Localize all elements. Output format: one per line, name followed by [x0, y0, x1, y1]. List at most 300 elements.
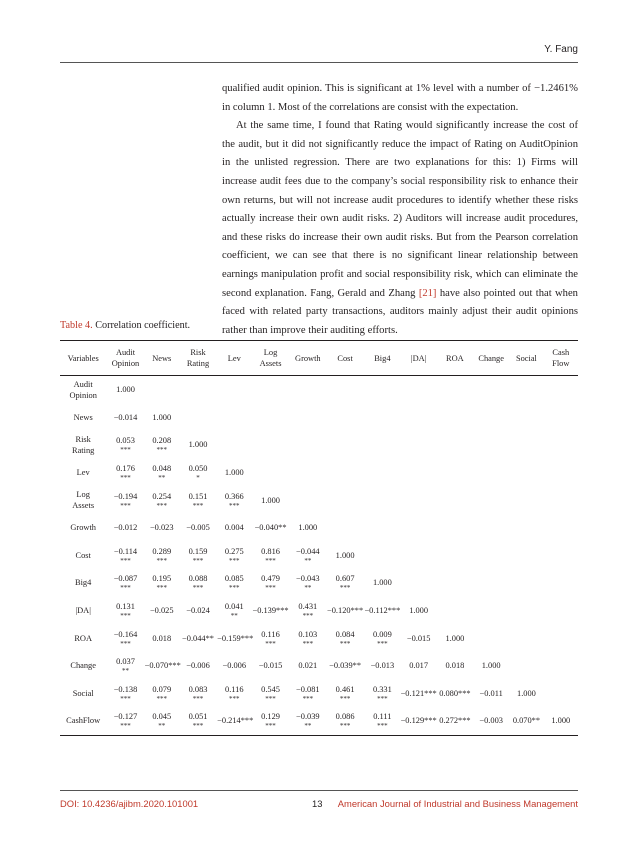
table-cell [473, 569, 509, 597]
table-cell [217, 376, 251, 404]
table-cell [473, 486, 509, 514]
table-cell [251, 597, 289, 625]
table-row [60, 431, 578, 459]
table-cell [217, 514, 251, 542]
table-caption [60, 320, 190, 331]
row-label [60, 542, 106, 570]
table-cell [544, 569, 578, 597]
table-row [60, 376, 578, 404]
table-cell [290, 569, 326, 597]
table-header-row [60, 341, 578, 376]
table-cell [509, 569, 543, 597]
cell-value: 0.131 [116, 602, 135, 612]
significance-stars: *** [192, 556, 204, 565]
table-cell [106, 376, 144, 404]
significance-stars: *** [377, 694, 388, 703]
cell-value: −0.006 [222, 661, 247, 671]
cell-value: 1.000 [224, 468, 244, 478]
table-cell [217, 486, 251, 514]
cell-value: 0.103 [298, 629, 318, 639]
table-cell [437, 624, 473, 652]
table-cell [544, 431, 578, 459]
cell-value: −0.024 [186, 606, 210, 616]
table-cell [544, 542, 578, 570]
cell-value: −0.112*** [364, 606, 401, 616]
table-cell [179, 597, 217, 625]
table-cell [401, 514, 437, 542]
table-cell [509, 542, 543, 570]
cell-value: 1.000 [335, 550, 355, 560]
table-cell [326, 431, 364, 459]
significance-stars: *** [156, 694, 167, 703]
cell-value: 0.176 [116, 464, 135, 474]
footer-journal-name[interactable]: American Journal of Industrial and Business Management [337, 798, 578, 809]
column-header-text: Social [515, 353, 537, 363]
column-header-text: Rating [186, 359, 210, 368]
citation-link[interactable]: [21] [418, 287, 437, 299]
table-row [60, 542, 578, 570]
column-header [60, 341, 106, 376]
significance-stars: *** [120, 612, 131, 621]
table-cell [437, 680, 473, 708]
cell-value: −0.043 [296, 574, 320, 584]
paragraph-2-text: At the same time, I found that Rating would significantly increase the cost of the audit, but it did not significantly reduce the impact of Rating on AuditOpinion in the unlisted regression. There are two explanations for this: 1) Firms will increase audit fees due to the company’s social responsibility risk to enhance their own returns, but will not increase audit procedures to identify whether these risks actually increase their own audit risks. 2) Auditors will increase audit procedures, and these risks do increase their own audit risks. But from the Pearson correlation coefficient, we can see that there is no significant linear relationship between earnings manipulation profit and social responsibility risk, which can eliminate the second explanation. Fang, Gerald and Zhang [222, 120, 578, 299]
significance-stars: ** [304, 584, 312, 593]
table-cell [145, 569, 179, 597]
significance-stars: *** [229, 556, 240, 565]
row-label [60, 597, 106, 625]
table-cell [437, 376, 473, 404]
cell-value: 1.000 [445, 633, 465, 643]
body-text [222, 80, 578, 340]
cell-value: 0.085 [224, 574, 244, 584]
significance-stars: *** [229, 694, 240, 703]
significance-stars: *** [156, 556, 167, 565]
row-label [60, 624, 106, 652]
table-cell [364, 707, 400, 735]
cell-value: 0.051 [188, 712, 208, 722]
column-header-text: Risk [190, 348, 206, 357]
cell-value: 0.272*** [439, 716, 471, 726]
table-cell [364, 624, 400, 652]
column-header-text: Log [263, 348, 278, 357]
cell-value: 0.331 [372, 684, 392, 694]
cell-value: 0.050 [188, 464, 208, 474]
table-cell [364, 680, 400, 708]
table-cell [179, 376, 217, 404]
table-cell [544, 652, 578, 680]
cell-value: 0.018 [152, 633, 172, 643]
table-cell [437, 486, 473, 514]
cell-value: −0.023 [149, 523, 174, 533]
row-label-text: CashFlow [66, 716, 101, 726]
table-cell [290, 624, 326, 652]
table-cell [509, 624, 543, 652]
table-cell [544, 459, 578, 487]
table-cell [364, 459, 400, 487]
cell-value: 0.816 [261, 546, 280, 556]
row-label-text: |DA| [75, 606, 91, 616]
paragraph-1: qualified audit opinion. This is significant at 1% level with a number of −1.2461% in column 1. Most of the correlations are consist with the expectation. [222, 83, 578, 113]
table-cell [437, 707, 473, 735]
significance-stars: *** [339, 694, 351, 703]
cell-value: −0.114 [113, 546, 138, 556]
table-cell [217, 624, 254, 652]
row-label-text: Rating [72, 445, 95, 455]
cell-value: −0.044** [182, 633, 214, 643]
table-cell [106, 624, 144, 652]
row-label-text: Risk [75, 434, 91, 444]
significance-stars: *** [120, 722, 131, 731]
table-cell [326, 624, 364, 652]
row-label-text: Big4 [75, 578, 92, 588]
table-cell [509, 486, 543, 514]
table-cell [290, 680, 326, 708]
running-header-author: Y. Fang [544, 44, 578, 55]
table-cell [251, 652, 289, 680]
cell-value: −0.139*** [252, 606, 289, 616]
cell-value: 0.070** [512, 716, 541, 726]
cell-value: −0.011 [479, 688, 503, 698]
table-cell [401, 404, 437, 432]
cell-value: −0.040** [254, 523, 287, 533]
table-cell [251, 431, 289, 459]
table-cell [251, 569, 289, 597]
table-cell [364, 569, 400, 597]
table-cell [145, 404, 179, 432]
table-cell [179, 542, 217, 570]
table-cell [401, 459, 437, 487]
table-row [60, 486, 578, 514]
table-cell [251, 404, 289, 432]
table-cell [401, 486, 437, 514]
table-cell [145, 542, 179, 570]
table-cell [290, 459, 326, 487]
table-cell [106, 652, 144, 680]
row-label-text: Cost [75, 550, 91, 560]
column-header-text: Cash [552, 348, 570, 357]
table-cell [326, 652, 364, 680]
cell-value: −0.013 [370, 661, 395, 671]
table-cell [217, 431, 251, 459]
table-cell [326, 404, 364, 432]
significance-stars: *** [265, 639, 276, 648]
table-cell [364, 652, 400, 680]
significance-stars: *** [302, 612, 314, 621]
table-cell [326, 597, 364, 625]
row-label-text: Social [72, 688, 94, 698]
cell-value: −0.012 [113, 523, 138, 533]
row-label [60, 486, 106, 514]
significance-stars: *** [265, 584, 276, 593]
table-cell [326, 569, 364, 597]
cell-value: 0.431 [298, 602, 318, 612]
table-cell [473, 680, 509, 708]
table-cell [509, 680, 543, 708]
table-cell [217, 597, 251, 625]
table-cell [290, 376, 326, 404]
cell-value: −0.039 [296, 712, 320, 722]
cell-value: 0.079 [152, 684, 172, 694]
table-cell [401, 680, 437, 708]
significance-stars: ** [304, 722, 312, 731]
table-cell [364, 542, 400, 570]
cell-value: −0.081 [296, 684, 320, 694]
row-label [60, 376, 106, 404]
table-caption-text: Correlation coefficient. [92, 320, 191, 331]
table-cell [544, 707, 578, 735]
row-label-text: Audit [73, 379, 93, 389]
row-label-text: Log [76, 490, 90, 500]
table-cell [544, 680, 578, 708]
table-cell [509, 514, 543, 542]
column-header-text: Cost [337, 353, 353, 363]
row-label [60, 652, 106, 680]
column-header-text: Variables [67, 353, 99, 363]
significance-stars: *** [229, 501, 240, 510]
table-cell [106, 569, 144, 597]
table-cell [217, 680, 251, 708]
cell-value: −0.127 [113, 712, 138, 722]
cell-value: −0.087 [113, 574, 138, 584]
table-cell [290, 652, 326, 680]
cell-value: 0.195 [152, 574, 172, 584]
table-cell [326, 486, 364, 514]
table-cell [401, 431, 437, 459]
significance-stars: *** [156, 584, 167, 593]
cell-value: 0.086 [335, 712, 355, 722]
column-header [217, 341, 251, 376]
table-cell [251, 486, 289, 514]
table-cell [106, 486, 144, 514]
table-cell [106, 597, 144, 625]
cell-value: 0.479 [261, 574, 280, 584]
column-header [437, 341, 473, 376]
table-cell [326, 542, 364, 570]
cell-value: 0.037 [116, 657, 135, 667]
column-header-text: ROA [446, 353, 464, 363]
table-cell [179, 624, 217, 652]
table-cell [364, 376, 400, 404]
cell-value: 0.053 [116, 436, 135, 446]
cell-value: 0.254 [152, 491, 172, 501]
significance-stars: *** [229, 584, 240, 593]
cell-value: 0.159 [188, 546, 208, 556]
significance-stars: *** [339, 584, 351, 593]
table-cell [437, 459, 473, 487]
table-body [60, 376, 578, 736]
significance-stars: *** [302, 694, 314, 703]
cell-value: 0.545 [261, 684, 280, 694]
row-label [60, 514, 106, 542]
cell-value: 0.080*** [439, 688, 471, 698]
table-cell [145, 680, 179, 708]
significance-stars: *** [302, 639, 314, 648]
column-header [145, 341, 179, 376]
table-cell [290, 707, 326, 735]
row-label-text: Change [70, 661, 96, 671]
significance-stars: *** [120, 584, 131, 593]
cell-value: 1.000 [551, 716, 571, 726]
cell-value: 0.111 [373, 712, 392, 722]
significance-stars: *** [192, 501, 204, 510]
row-label-text: Assets [72, 501, 95, 511]
row-label [60, 707, 106, 735]
footer-doi[interactable]: DOI: 10.4236/ajibm.2020.101001 [60, 798, 199, 809]
significance-stars: *** [120, 446, 131, 455]
table-cell [437, 431, 473, 459]
significance-stars: *** [156, 501, 167, 510]
table-cell [509, 597, 543, 625]
significance-stars: *** [339, 639, 351, 648]
cell-value: 0.018 [445, 661, 465, 671]
table-cell [326, 680, 364, 708]
column-header [364, 341, 400, 376]
table-cell [509, 459, 543, 487]
table-cell [217, 404, 251, 432]
table-cell [364, 514, 400, 542]
cell-value: 1.000 [188, 440, 208, 450]
table-cell [179, 459, 217, 487]
table-cell [179, 652, 217, 680]
table-cell [179, 707, 217, 735]
table-cell [145, 459, 179, 487]
cell-value: 0.088 [188, 574, 208, 584]
table-cell [364, 486, 400, 514]
significance-stars: *** [265, 694, 276, 703]
table-cell [217, 459, 251, 487]
footer-divider [60, 790, 578, 791]
table-cell [217, 542, 251, 570]
table-cell [509, 431, 543, 459]
table-cell [401, 376, 437, 404]
significance-stars: * [196, 474, 200, 483]
significance-stars: *** [265, 556, 276, 565]
column-header-text: Opinion [111, 359, 140, 368]
cell-value: −0.138 [113, 684, 138, 694]
cell-value: 0.045 [152, 712, 172, 722]
column-header-text: Flow [552, 359, 570, 368]
cell-value: 0.275 [224, 546, 244, 556]
table-cell [473, 431, 509, 459]
table-cell [509, 404, 543, 432]
table-cell [437, 514, 473, 542]
table-cell [364, 597, 400, 625]
cell-value: 1.000 [409, 606, 429, 616]
cell-value: 0.208 [152, 436, 172, 446]
cell-value: −0.070*** [144, 661, 181, 671]
row-label-text: Lev [76, 468, 90, 478]
table-cell [473, 376, 509, 404]
row-label [60, 404, 106, 432]
table-cell [401, 707, 437, 735]
table-cell [473, 459, 509, 487]
row-label [60, 459, 106, 487]
row-label-text: News [73, 412, 93, 422]
cell-value: −0.164 [113, 629, 138, 639]
table-cell [401, 624, 437, 652]
cell-value: 0.116 [225, 684, 244, 694]
cell-value: 0.017 [409, 661, 429, 671]
cell-value: 0.084 [335, 629, 355, 639]
table-row [60, 569, 578, 597]
table-cell [544, 624, 578, 652]
table-cell [217, 707, 254, 735]
table-cell [217, 652, 251, 680]
table-cell [251, 707, 289, 735]
table-cell [509, 652, 543, 680]
table-cell [106, 459, 144, 487]
table-cell [437, 569, 473, 597]
table-row [60, 514, 578, 542]
table-cell [473, 404, 509, 432]
table-cell [145, 597, 179, 625]
table-cell [251, 514, 289, 542]
cell-value: −0.194 [113, 491, 138, 501]
cell-value: 0.004 [224, 523, 244, 533]
row-label [60, 569, 106, 597]
cell-value: −0.044 [296, 546, 320, 556]
cell-value: 0.048 [152, 464, 172, 474]
cell-value: −0.214*** [217, 716, 254, 726]
cell-value: 1.000 [481, 661, 501, 671]
cell-value: −0.015 [258, 661, 283, 671]
page-number: 13 [312, 798, 323, 809]
cell-value: −0.129*** [400, 716, 437, 726]
paragraph-2 [222, 117, 578, 340]
table-cell [437, 652, 473, 680]
table-row [60, 459, 578, 487]
table-cell [509, 707, 543, 735]
table-cell [473, 624, 509, 652]
paragraph-2-text-end: have also pointed out that when faced with related party transactions, auditors mainly adjust their audit opinions rather than improve their auditing efforts. [222, 287, 578, 336]
cell-value: −0.025 [149, 606, 174, 616]
column-header-text: Big4 [374, 353, 391, 363]
table-cell [106, 514, 144, 542]
table-cell [326, 459, 364, 487]
table-cell [106, 542, 144, 570]
table-cell [145, 486, 179, 514]
table-cell [437, 597, 473, 625]
cell-value: 0.366 [224, 491, 244, 501]
column-header [544, 341, 578, 376]
significance-stars: *** [192, 694, 204, 703]
cell-value: −0.159*** [217, 633, 254, 643]
cell-value: −0.121*** [400, 688, 437, 698]
table-cell [290, 597, 326, 625]
table-cell [106, 680, 144, 708]
table-row [60, 624, 578, 652]
table-cell [290, 514, 326, 542]
table-row [60, 707, 578, 735]
table-cell [145, 707, 179, 735]
cell-value: 1.000 [298, 523, 318, 533]
table-cell [473, 707, 509, 735]
table-cell [401, 652, 437, 680]
cell-value: 0.289 [152, 546, 172, 556]
table-cell [473, 514, 509, 542]
table-cell [179, 680, 217, 708]
table-cell [326, 514, 364, 542]
table-cell [179, 514, 217, 542]
significance-stars: ** [158, 474, 166, 483]
cell-value: 0.116 [261, 629, 280, 639]
table-cell [364, 431, 400, 459]
table-cell [145, 514, 179, 542]
table-cell [251, 624, 289, 652]
column-header-text: Lev [227, 353, 241, 363]
row-label-text: ROA [74, 633, 93, 643]
